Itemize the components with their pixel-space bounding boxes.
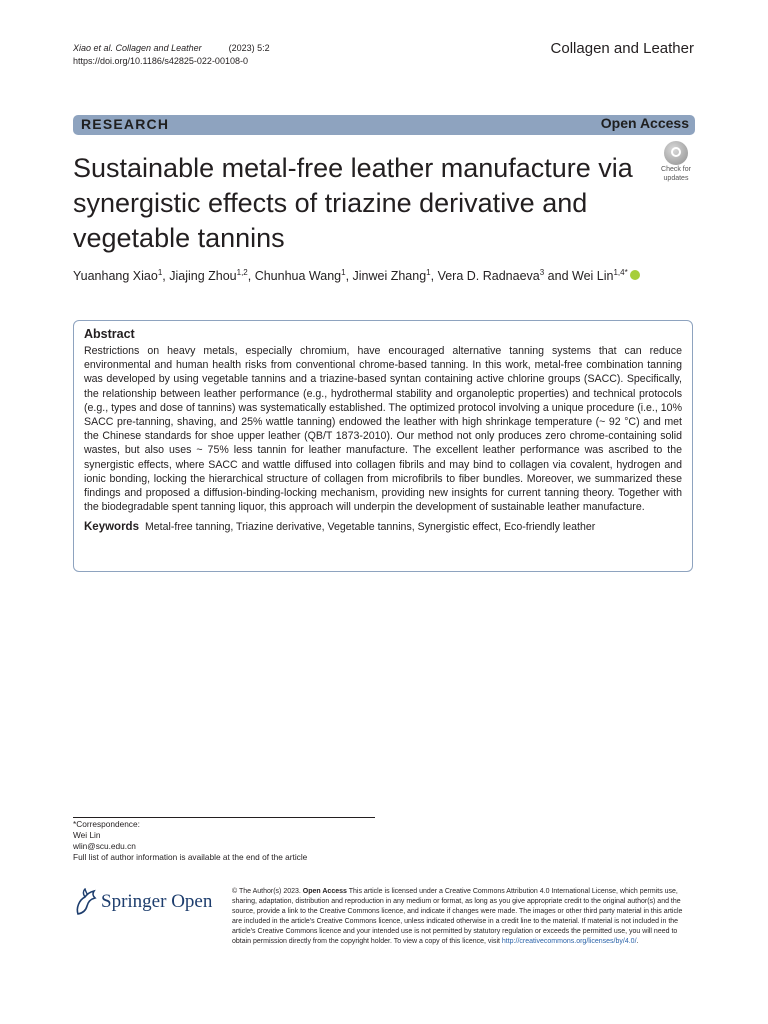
author-separator: and: [544, 269, 572, 284]
orcid-icon[interactable]: [630, 270, 640, 280]
author-affiliation: 1: [341, 268, 346, 277]
author-list: [73, 264, 693, 285]
abstract-heading: Abstract: [84, 327, 135, 341]
update-icon: [664, 141, 688, 165]
keywords: [84, 520, 682, 534]
abstract-box: [73, 320, 693, 572]
author-name: Yuanhang Xiao: [73, 269, 158, 284]
author-affiliation: 1: [426, 268, 431, 277]
footnote-divider: [73, 817, 375, 818]
running-authors: Xiao et al. Collagen and Leather: [73, 43, 202, 53]
author-name: Jinwei Zhang: [352, 269, 427, 284]
license-notice: [232, 887, 694, 946]
keywords-list: Metal-free tanning, Triazine derivative, Vegetable tannins, Synergistic effect, Eco-friendly leather: [144, 521, 596, 534]
keywords-label: Keywords: [84, 521, 139, 534]
author-name: Wei Lin: [572, 269, 614, 284]
publisher-suffix: Open: [171, 891, 213, 912]
springer-horse-icon: [73, 888, 99, 918]
author-separator: ,: [162, 269, 170, 284]
author-affiliation: 1: [157, 268, 163, 277]
author-affiliation: 1,4*: [613, 268, 628, 277]
author-separator: ,: [247, 269, 255, 284]
correspondence-label: *Correspondence:: [73, 819, 140, 829]
publisher-name: Springer: [101, 891, 167, 912]
license-text: This article is licensed under a Creative Commons Attribution 4.0 International License, which permits use, sharing, adaptation, distribution and reproduction in any medium or format, as long as you give appropriate credit to the original author(s) and the source, provide a link to the Creative Commons licence, and indicate if changes were made. The images or other third party material in this article are included in the article's Creative Commons licence, unless indicated otherwise in a credit line to the material. If material is not included in the article's Creative Commons licence and your intended use is not permitted by statutory regulation or exceeds the permitted use, you will need to obtain permission directly from the copyright holder. To view a copy of this licence, visit: [232, 888, 683, 945]
author-affiliation: 1,2: [236, 268, 248, 277]
license-link[interactable]: http://creativecommons.org/licenses/by/4.0/: [501, 937, 637, 945]
correspondence-footnote: [73, 819, 307, 863]
doi-link[interactable]: https://doi.org/10.1186/s42825-022-00108-0: [73, 56, 248, 66]
section-label: RESEARCH: [81, 116, 170, 132]
license-open-access: Open Access: [302, 888, 347, 895]
open-access-label: Open Access: [600, 115, 689, 131]
badge-text-line1: Check for: [661, 166, 691, 173]
correspondence-name: Wei Lin: [73, 830, 101, 840]
author-name: Vera D. Radnaeva: [437, 269, 540, 284]
correspondence-email[interactable]: wlin@scu.edu.cn: [73, 841, 136, 851]
article-title: Sustainable metal-free leather manufacture via synergistic effects of triazine derivative and vegetable tannins: [73, 153, 633, 253]
abstract-body: Restrictions on heavy metals, especially chromium, have encouraged alternative tanning systems that can reduce environmental and human health risks from conventional chrome-based tanning. In this work, metal-free combination tanning was developed by using vegetable tannins and a triazine-based syntan containing active chlorine groups (SACC). Specifically, the relationship between leather performance (e.g., hydrothermal stability and organoleptic properties) and technical protocols (e.g., types and dose of tannins) was systematically established. The optimized protocol involving a unique procedure (i.e., 10% SACC pre-tanning, shaving, and 25% wattle tanning) endowed the leather with high shrinkage temperature (~ 92 °C) and met the Chinese standards for shoe upper leather (QB/T 1873-2010). Our method not only produces zero chrome-containing solid wastes, but also uses ~ 75% less tannin for leather manufacture. The excellent leather performance was ascribed to the synergistic effects, where SACC and wattle diffused into collagen fibrils and may bind to collagen via covalent, hydrogen and ionic bonding, locking the hierarchical structure of collagen from microfibrils to fiber bundles. Moreover, we summarized these findings and proposed a diffusion-binding-locking mechanism, providing new insights for current tanning theory. Together with the biodegradable spent tanning liquor, this approach will underpin the development of sustainable leather manufacture.: [84, 345, 682, 514]
author-affiliation: 3: [539, 268, 545, 277]
section-bar: [73, 115, 695, 135]
running-year-volume: (2023) 5:2: [228, 43, 270, 53]
author-separator: ,: [430, 269, 438, 284]
springer-open-logo: [73, 888, 223, 918]
check-for-updates-badge[interactable]: [656, 141, 696, 181]
author-info-note: Full list of author information is available at the end of the article: [73, 852, 308, 862]
license-prefix: © The Author(s) 2023.: [232, 888, 303, 895]
license-suffix: .: [636, 937, 639, 945]
author-name: Jiajing Zhou: [169, 269, 237, 284]
badge-text-line2: updates: [663, 175, 689, 182]
journal-name: Collagen and Leather: [550, 40, 694, 57]
author-name: Chunhua Wang: [254, 269, 342, 284]
running-header: [73, 42, 270, 68]
author-separator: ,: [345, 269, 353, 284]
